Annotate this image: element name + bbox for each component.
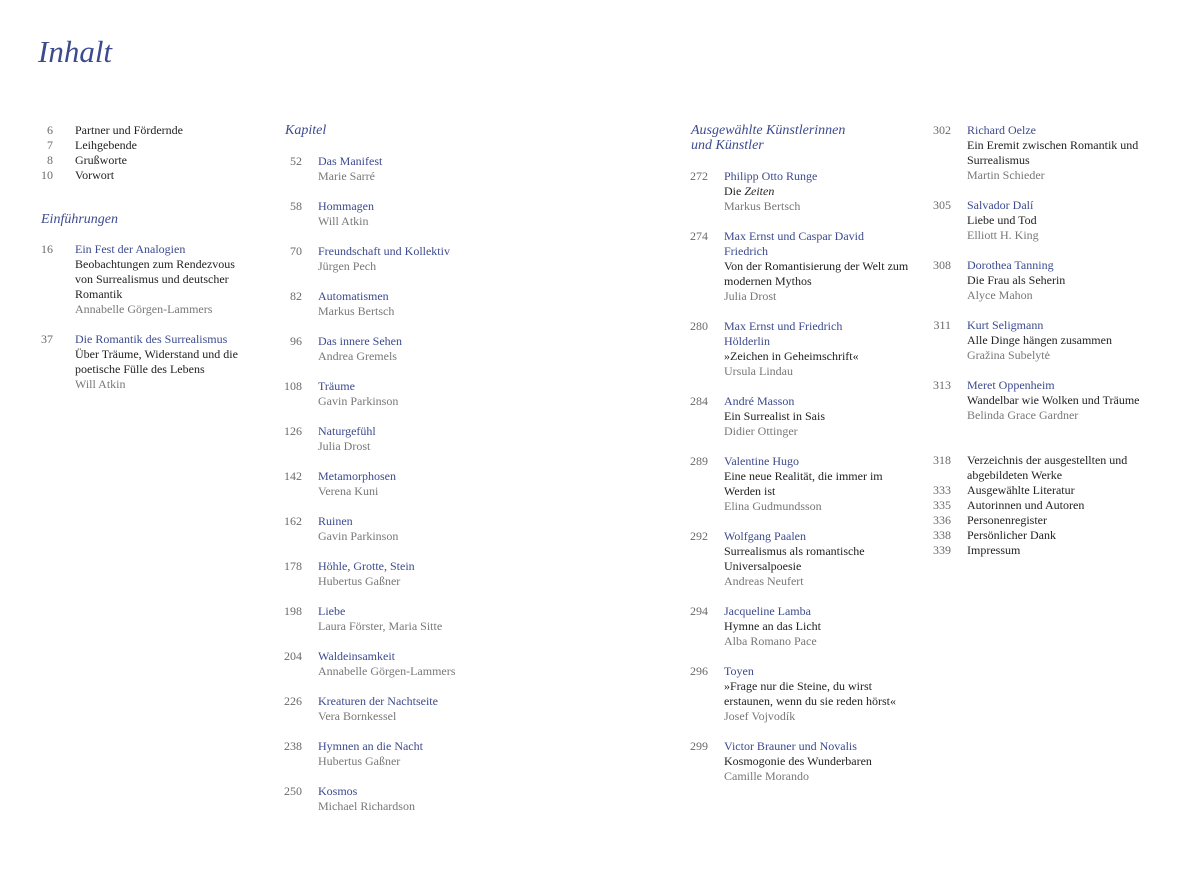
toc-entry[interactable] xyxy=(282,784,502,814)
toc-entry[interactable] xyxy=(38,332,253,392)
back-item[interactable] xyxy=(930,513,1165,528)
entry-title: Kosmos xyxy=(318,784,358,798)
entry-title: Max Ernst und Friedrich Hölderlin xyxy=(724,319,843,348)
entry-title: Wolfgang Paalen xyxy=(724,529,807,543)
front-matter-list xyxy=(38,123,253,183)
entry-author: Vera Bornkessel xyxy=(318,709,397,723)
entry-author: Markus Bertsch xyxy=(318,304,395,318)
entry-author: Annabelle Görgen-Lammers xyxy=(75,302,213,316)
entry-subtitle: Eine neue Realität, die immer im Werden ist xyxy=(724,469,883,498)
front-item[interactable] xyxy=(38,153,253,168)
entry-author: Andreas Neufert xyxy=(724,574,804,588)
toc-column-chapters xyxy=(282,123,502,814)
toc-entry[interactable] xyxy=(930,123,1165,183)
back-item[interactable] xyxy=(930,528,1165,543)
front-item-label: Grußworte xyxy=(75,153,127,167)
toc-entry[interactable] xyxy=(688,454,920,514)
entry-title: Das innere Sehen xyxy=(318,334,402,348)
entry-title: Victor Brauner und Novalis xyxy=(724,739,857,753)
page-number: 204 xyxy=(284,649,302,663)
entry-subtitle: Ein Surrealist in Sais xyxy=(724,409,825,423)
entry-subtitle: Alle Dinge hängen zusammen xyxy=(967,333,1112,347)
entry-author: Didier Ottinger xyxy=(724,424,798,438)
entry-author: Camille Morando xyxy=(724,769,809,783)
section-title-artists xyxy=(691,123,920,153)
toc-entry[interactable] xyxy=(930,258,1165,303)
toc-entry[interactable] xyxy=(282,604,502,634)
back-item[interactable] xyxy=(930,453,1165,483)
page-number: 336 xyxy=(933,513,951,527)
page-number: 198 xyxy=(284,604,302,618)
section-title-intro: Einführungen xyxy=(41,212,118,227)
toc-entry[interactable] xyxy=(688,604,920,649)
entry-title: Hommagen xyxy=(318,199,374,213)
page-number: 126 xyxy=(284,424,302,438)
entry-title: Philipp Otto Runge xyxy=(724,169,818,183)
entry-title: Richard Oelze xyxy=(967,123,1036,137)
toc-entry[interactable] xyxy=(282,199,502,229)
toc-entry[interactable] xyxy=(282,244,502,274)
entry-subtitle-plain: Die xyxy=(724,184,745,198)
entry-subtitle: »Frage nur die Steine, du wirst erstaunen, wenn du sie reden hörst« xyxy=(724,679,896,708)
entry-author: Verena Kuni xyxy=(318,484,379,498)
toc-entry[interactable] xyxy=(688,739,920,784)
entry-title: Ruinen xyxy=(318,514,353,528)
entry-subtitle: Über Träume, Widerstand und die poetische Fülle des Lebens xyxy=(75,347,238,376)
front-item-label: Vorwort xyxy=(75,168,115,182)
entry-author: Josef Vojvodík xyxy=(724,709,796,723)
entry-author: Andrea Gremels xyxy=(318,349,397,363)
page-title: Inhalt xyxy=(38,34,113,69)
page-number: 292 xyxy=(690,529,708,543)
page-number: 284 xyxy=(690,394,708,408)
entry-author: Marie Sarré xyxy=(318,169,375,183)
entry-author: Markus Bertsch xyxy=(724,199,801,213)
page-number: 302 xyxy=(933,123,951,137)
entry-author: Julia Drost xyxy=(318,439,371,453)
page-number: 178 xyxy=(284,559,302,573)
front-item[interactable] xyxy=(38,138,253,153)
entry-author: Alba Romano Pace xyxy=(724,634,817,648)
section-title-line: und Künstler xyxy=(691,138,764,153)
back-item[interactable] xyxy=(930,498,1165,513)
entry-subtitle: Wandelbar wie Wolken und Träume xyxy=(967,393,1140,407)
page-number: 272 xyxy=(690,169,708,183)
entry-title: Automatismen xyxy=(318,289,389,303)
page-number: 305 xyxy=(933,198,951,212)
toc-entry[interactable] xyxy=(282,379,502,409)
entry-author: Michael Richardson xyxy=(318,799,415,813)
entry-subtitle-italic: Zeiten xyxy=(744,184,775,198)
entry-title: Ein Fest der Analogien xyxy=(75,242,186,256)
front-item-label: Partner und Fördernde xyxy=(75,123,183,137)
toc-entry[interactable] xyxy=(282,559,502,589)
page-number: 82 xyxy=(290,289,302,303)
entry-author: Elliott H. King xyxy=(967,228,1039,242)
entry-author: Will Atkin xyxy=(318,214,369,228)
entry-author: Alyce Mahon xyxy=(967,288,1033,302)
toc-entry[interactable] xyxy=(930,318,1165,363)
entry-subtitle: Von der Romantisierung der Welt zum modernen Mythos xyxy=(724,259,909,288)
page-number: 16 xyxy=(41,242,53,256)
entry-title: Freundschaft und Kollektiv xyxy=(318,244,450,258)
back-item-label: Autorinnen und Autoren xyxy=(967,498,1085,512)
toc-entry[interactable] xyxy=(688,394,920,439)
entry-author: Ursula Lindau xyxy=(724,364,793,378)
page-number: 70 xyxy=(290,244,302,258)
entry-title: Dorothea Tanning xyxy=(967,258,1054,272)
entry-title: Das Manifest xyxy=(318,154,383,168)
entry-author: Gavin Parkinson xyxy=(318,529,399,543)
page-number: 338 xyxy=(933,528,951,542)
toc-column-artists xyxy=(688,123,920,784)
entry-subtitle: Die Frau als Seherin xyxy=(967,273,1066,287)
toc-entry[interactable] xyxy=(282,514,502,544)
entry-title: Liebe xyxy=(318,604,346,618)
page-number: 335 xyxy=(933,498,951,512)
entry-title: Meret Oppenheim xyxy=(967,378,1055,392)
toc-entry[interactable] xyxy=(282,154,502,184)
page-number: 308 xyxy=(933,258,951,272)
toc-entry[interactable] xyxy=(282,424,502,454)
entry-subtitle: Hymne an das Licht xyxy=(724,619,821,633)
back-matter-list xyxy=(930,453,1165,558)
entry-subtitle: Ein Eremit zwischen Romantik und Surrealismus xyxy=(967,138,1139,167)
page-number: 313 xyxy=(933,378,951,392)
entry-subtitle: »Zeichen in Geheimschrift« xyxy=(724,349,859,363)
entry-title: Salvador Dalí xyxy=(967,198,1034,212)
back-item-label: Persönlicher Dank xyxy=(967,528,1056,542)
page-number: 52 xyxy=(290,154,302,168)
entry-title: Waldeinsamkeit xyxy=(318,649,396,663)
toc-entry[interactable] xyxy=(688,664,920,724)
entry-author: Will Atkin xyxy=(75,377,126,391)
entry-subtitle: Beobachtungen zum Rendezvous von Surrealismus und deutscher Romantik xyxy=(75,257,235,301)
entry-title: Naturgefühl xyxy=(318,424,376,438)
entry-title: Träume xyxy=(318,379,355,393)
page-number: 274 xyxy=(690,229,708,243)
page-number: 8 xyxy=(47,153,53,167)
front-item[interactable] xyxy=(38,168,253,183)
toc-entry[interactable] xyxy=(282,694,502,724)
entry-title: Valentine Hugo xyxy=(724,454,799,468)
entry-author: Hubertus Gaßner xyxy=(318,754,401,768)
toc-entry[interactable] xyxy=(282,649,502,679)
page-number: 96 xyxy=(290,334,302,348)
back-item-label: Ausgewählte Literatur xyxy=(967,483,1075,497)
entry-subtitle xyxy=(724,184,920,199)
page-number: 318 xyxy=(933,453,951,467)
page-number: 226 xyxy=(284,694,302,708)
entry-author: Laura Förster, Maria Sitte xyxy=(318,619,443,633)
toc-column-front xyxy=(38,123,253,392)
toc-entry[interactable] xyxy=(930,198,1165,243)
entry-title: Die Romantik des Surrealismus xyxy=(75,332,228,346)
entry-title: André Masson xyxy=(724,394,795,408)
toc-entry[interactable] xyxy=(930,378,1165,423)
page-number: 238 xyxy=(284,739,302,753)
page-number: 280 xyxy=(690,319,708,333)
toc-entry[interactable] xyxy=(282,289,502,319)
entry-subtitle: Surrealismus als romantische Universalpoesie xyxy=(724,544,865,573)
entry-subtitle: Kosmogonie des Wunderbaren xyxy=(724,754,872,768)
entry-author: Gražina Subelytė xyxy=(967,348,1050,362)
front-item-label: Leihgebende xyxy=(75,138,137,152)
entry-title: Metamorphosen xyxy=(318,469,396,483)
entry-author: Julia Drost xyxy=(724,289,777,303)
section-title-chapters: Kapitel xyxy=(285,123,327,138)
back-item[interactable] xyxy=(930,543,1165,558)
entry-title: Hymnen an die Nacht xyxy=(318,739,423,753)
entry-author: Belinda Grace Gardner xyxy=(967,408,1079,422)
toc-entry[interactable] xyxy=(688,529,920,589)
page-number: 289 xyxy=(690,454,708,468)
entry-subtitle: Liebe und Tod xyxy=(967,213,1037,227)
page-number: 294 xyxy=(690,604,708,618)
page-number: 296 xyxy=(690,664,708,678)
artist-list-2 xyxy=(930,123,1165,423)
toc-entry[interactable] xyxy=(282,334,502,364)
entry-author: Annabelle Görgen-Lammers xyxy=(318,664,456,678)
page-number: 58 xyxy=(290,199,302,213)
entry-author: Martin Schieder xyxy=(967,168,1045,182)
entry-title: Kreaturen der Nachtseite xyxy=(318,694,438,708)
entry-author: Elina Gudmundsson xyxy=(724,499,822,513)
page-number: 108 xyxy=(284,379,302,393)
page-number: 311 xyxy=(933,318,951,332)
toc-entry[interactable] xyxy=(282,739,502,769)
page-number: 142 xyxy=(284,469,302,483)
entry-title: Höhle, Grotte, Stein xyxy=(318,559,415,573)
artist-list xyxy=(688,229,920,784)
back-item-label: Personenregister xyxy=(967,513,1047,527)
toc-column-artists-2 xyxy=(930,123,1165,558)
entry-title: Toyen xyxy=(724,664,754,678)
section-title-line: Ausgewählte Künstlerinnen xyxy=(691,123,846,138)
entry-title: Jacqueline Lamba xyxy=(724,604,811,618)
back-item[interactable] xyxy=(930,483,1165,498)
page-number: 162 xyxy=(284,514,302,528)
page-number: 333 xyxy=(933,483,951,497)
toc-entry[interactable] xyxy=(38,242,253,317)
back-item-label: Impressum xyxy=(967,543,1021,557)
toc-entry[interactable] xyxy=(688,319,920,379)
entry-author: Hubertus Gaßner xyxy=(318,574,401,588)
page-number: 7 xyxy=(47,138,53,152)
page-number: 10 xyxy=(41,168,53,182)
front-item[interactable] xyxy=(38,123,253,138)
page-number: 250 xyxy=(284,784,302,798)
toc-entry[interactable] xyxy=(688,169,920,214)
page-number: 6 xyxy=(47,123,53,137)
entry-title: Kurt Seligmann xyxy=(967,318,1044,332)
chapter-list xyxy=(282,154,502,814)
page-number: 339 xyxy=(933,543,951,557)
toc-entry[interactable] xyxy=(282,469,502,499)
entry-author: Gavin Parkinson xyxy=(318,394,399,408)
entry-title: Max Ernst und Caspar David Friedrich xyxy=(724,229,864,258)
back-item-label: Verzeichnis der ausgestellten und abgebildeten Werke xyxy=(967,453,1128,482)
page-number: 299 xyxy=(690,739,708,753)
toc-entry[interactable] xyxy=(688,229,920,304)
page-number: 37 xyxy=(41,332,53,346)
entry-author: Jürgen Pech xyxy=(318,259,377,273)
